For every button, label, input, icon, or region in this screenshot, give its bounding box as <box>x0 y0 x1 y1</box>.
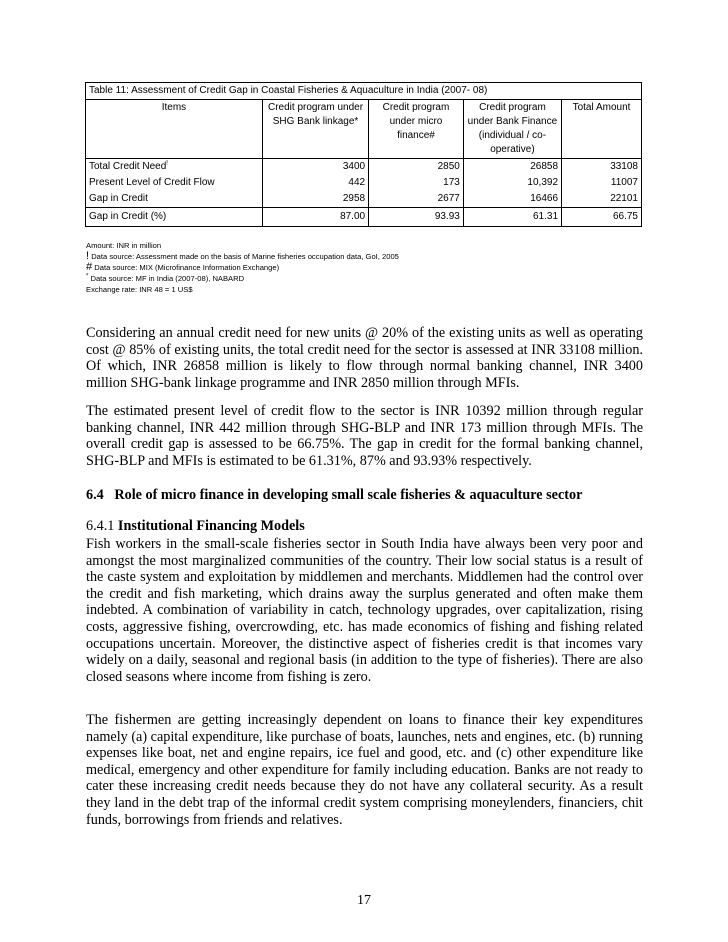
col-header-micro: Credit program under micro finance# <box>369 100 464 159</box>
cell-shg: 442 <box>262 175 368 191</box>
table-header-row <box>86 100 642 159</box>
row-label: Total Credit Need! <box>86 159 263 176</box>
cell-micro: 2677 <box>369 191 464 208</box>
col-header-bank: Credit program under Bank Finance (individual / co-operative) <box>463 100 561 159</box>
note-exchange: Exchange rate: INR 48 = 1 US$ <box>86 285 193 294</box>
table-row <box>86 208 642 227</box>
col-header-total: Total Amount <box>562 100 642 159</box>
table-row <box>86 175 642 191</box>
cell-micro: 93.93 <box>369 208 464 227</box>
cell-shg: 3400 <box>262 159 368 176</box>
table-title: Table 11: Assessment of Credit Gap in Coastal Fisheries & Aquaculture in India (2007- 08) <box>86 83 642 100</box>
row-label: Present Level of Credit Flow <box>86 175 263 191</box>
table-row <box>86 191 642 208</box>
cell-bank: 16466 <box>463 191 561 208</box>
paragraph-2: The estimated present level of credit flow to the sector is INR 10392 million through regular banking channel, INR 442 million through SHG-BLP and INR 173 million through MFIs. The overall credit gap is assessed to be 66.75%. The gap in credit for the formal banking channel, SHG-BLP and MFIs is estimated to be 61.31%, 87% and 93.93% respectively. <box>86 403 643 469</box>
paragraph-1: Considering an annual credit need for new units @ 20% of the existing units as well as operating cost @ 85% of existing units, the total credit need for the sector is assessed at INR 33108 million. Of which, INR 26858 million is likely to flow through normal banking channel, INR 3400 million SHG-bank linkage programme and INR 2850 million through MFIs. <box>86 325 643 391</box>
cell-bank: 26858 <box>463 159 561 176</box>
cell-total: 11007 <box>562 175 642 191</box>
col-header-shg: Credit program under SHG Bank linkage* <box>262 100 368 159</box>
cell-shg: 2958 <box>262 191 368 208</box>
subsection-heading: 6.4.1 Institutional Financing Models <box>86 518 305 534</box>
credit-gap-table <box>85 82 642 227</box>
row-label: Gap in Credit <box>86 191 263 208</box>
note-1: ! Data source: Assessment made on the basis of Marine fisheries occupation data, GoI, 2005 <box>86 250 399 262</box>
paragraph-4: The fishermen are getting increasingly dependent on loans to finance their key expenditures namely (a) capital expenditure, like purchase of boats, launches, nets and engines, etc. (b) running expenses like boat, net and engine repairs, ice fuel and good, etc. and (c) other expenditure like medical, emergency and other expenditure for family including education. Banks are not ready to cater these increasing credit needs because they do not have any collateral security. As a result they land in the debt trap of the informal credit system comprising moneylenders, financiers, chit funds, borrowings from friends and relatives. <box>86 712 643 828</box>
section-heading: 6.4 Role of micro finance in developing small scale fisheries & aquaculture sector <box>86 487 583 503</box>
cell-micro: 173 <box>369 175 464 191</box>
cell-total: 33108 <box>562 159 642 176</box>
cell-total: 22101 <box>562 191 642 208</box>
cell-total: 66.75 <box>562 208 642 227</box>
note-3: * Data source: MF in India (2007-08), NABARD <box>86 273 245 283</box>
note-symbol: # <box>86 261 93 273</box>
paragraph-3: Fish workers in the small-scale fisheries sector in South India have always been very poor and amongst the most marginalized communities of the country. Their low social status is a result of the caste system and exploitation by middlemen and merchants. Middlemen had the control over the credit and fish marketing, which drains away the surplus generated and often make them indebted. A combination of variability in catch, technology upgrades, over capitalization, rising costs, aggressive fishing, overcrowding, etc. has made economics of fishing and fishing related occupations uncertain. Moreover, the distinctive aspect of fisheries credit is that incomes vary widely on a daily, seasonal and regional basis (in addition to the type of fisheries). There are also closed seasons where income from fishing is zero. <box>86 536 643 685</box>
table-notes <box>86 240 399 295</box>
cell-bank: 10,392 <box>463 175 561 191</box>
note-2: # Data source: MIX (Microfinance Information Exchange) <box>86 261 280 273</box>
note-symbol: * <box>86 273 89 280</box>
credit-gap-table-wrapper <box>85 82 642 227</box>
row-label: Gap in Credit (%) <box>86 208 263 227</box>
cell-micro: 2850 <box>369 159 464 176</box>
col-header-items: Items <box>86 100 263 159</box>
table-row <box>86 159 642 176</box>
page-number: 17 <box>357 893 371 908</box>
footnote-mark: ! <box>166 160 168 167</box>
note-amount: Amount: INR in million <box>86 241 162 250</box>
cell-bank: 61.31 <box>463 208 561 227</box>
cell-shg: 87.00 <box>262 208 368 227</box>
note-symbol: ! <box>86 250 90 262</box>
